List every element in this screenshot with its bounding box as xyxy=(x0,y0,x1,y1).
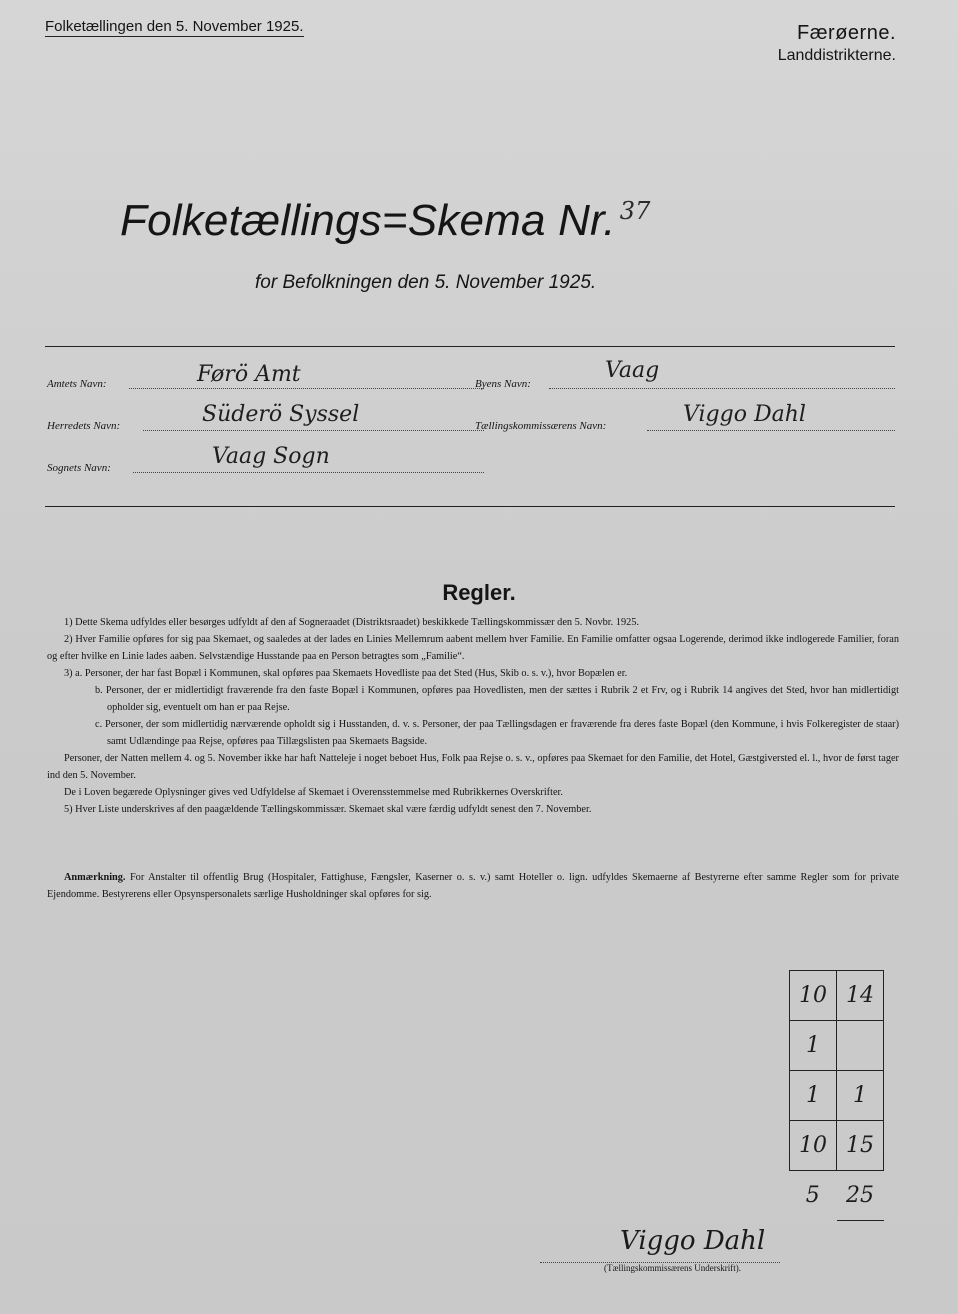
tally-cell: 10 xyxy=(790,1121,837,1171)
tally-row xyxy=(790,1171,884,1221)
tally-row xyxy=(790,971,884,1021)
tally-cell: 1 xyxy=(837,1071,884,1121)
form-title xyxy=(120,196,651,246)
tally-cell: 10 xyxy=(790,971,837,1021)
tally-row xyxy=(790,1121,884,1171)
field-herred-value: Süderö Syssel xyxy=(202,402,360,427)
signature-caption: (Tællingskommissærens Underskrift). xyxy=(604,1263,741,1273)
signature: Viggo Dahl xyxy=(620,1226,766,1256)
tally-row xyxy=(790,1071,884,1121)
rule-3b: b. Personer, der er midlertidigt fraværende fra den faste Bopæl i Kommunen, opføres paa Hovedlisten, men der sættes i Rubrik 2 et Frv, og i Rubrik 14 angives det Sted, hvor han midlertidigt opholder sig, eventuelt om han er paa Rejse. xyxy=(95,685,899,713)
tally-cell: 14 xyxy=(837,971,884,1021)
field-amt-value: Førö Amt xyxy=(197,362,301,387)
field-kommissaer-label: Tællingskommissærens Navn: xyxy=(475,420,607,432)
field-kommissaer-line xyxy=(647,430,895,431)
field-by-line xyxy=(549,388,895,389)
tally-table xyxy=(789,970,884,1221)
form-number: 37 xyxy=(619,197,651,225)
rule-3c: c. Personer, der som midlertidig nærværende opholdt sig i Husstanden, d. v. s. Personer, der paa Tællingsdagen er fraværende fra deres faste Bopæl (den Kommune, i hvis Folkeregister de staar) samt Udlændinge paa Rejse, opføres paa Tillægslisten paa Skemaets Bagside. xyxy=(95,719,899,747)
field-herred-label: Herredets Navn: xyxy=(47,420,121,432)
tally-row xyxy=(790,1021,884,1071)
census-date-header: Folketællingen den 5. November 1925. xyxy=(45,18,304,35)
field-by-label: Byens Navn: xyxy=(475,378,531,390)
rules-heading: Regler. xyxy=(442,580,516,605)
field-herred xyxy=(47,402,360,432)
tally-cell: 25 xyxy=(837,1171,884,1221)
form-subtitle: for Befolkningen den 5. November 1925. xyxy=(255,272,597,293)
region-name: Færøerne. xyxy=(797,22,896,44)
region-header xyxy=(778,22,896,65)
field-by-value: Vaag xyxy=(605,358,660,383)
field-sogn xyxy=(47,444,330,474)
rule-1: 1) Dette Skema udfyldes eller besørges udfyldt af den af Sogneraadet (Distriktsraadet) beskikkede Tællingskommissær den 5. Novbr. 1925. xyxy=(64,617,639,628)
tally-cell: 1 xyxy=(790,1021,837,1071)
field-kommissaer xyxy=(475,402,806,432)
note-text: For Anstalter til offentlig Brug (Hospitaler, Fattighuse, Fængsler, Kaserner o. s. v.) samt Hoteller o. lign. udfyldes Skemaerne af Bestyrerne efter samme Regler som for private Ejendomme. Bestyrerens eller Opsynspersonalets særlige Husholdninger skal opføres for sig. xyxy=(47,872,899,900)
rules-list xyxy=(47,614,899,818)
field-amt-label: Amtets Navn: xyxy=(47,378,107,390)
field-kommissaer-value: Viggo Dahl xyxy=(683,402,806,427)
rule-3d: Personer, der Natten mellem 4. og 5. November ikke har haft Natteleje i noget beboet Hus, Folk paa Rejse o. s. v., opføres paa Skemaet for den Familie, det Hotel, Gæstgiversted el. l., hvor de først tager ind den 5. November. xyxy=(47,753,899,781)
field-sogn-line xyxy=(133,472,484,473)
tally-cell xyxy=(837,1021,884,1071)
field-amt-line xyxy=(129,388,484,389)
district-name: Landdistrikterne. xyxy=(777,47,896,64)
field-amt xyxy=(47,362,301,390)
note-label: Anmærkning. xyxy=(64,872,126,883)
form-title-text: Folketællings=Skema Nr. xyxy=(120,196,616,245)
field-by xyxy=(475,358,660,390)
rule-2: 2) Hver Familie opføres for sig paa Skemaet, og saaledes at der lades en Linies Mellemrum aabent mellem hver Familie. En Familie omfatter ogsaa Logerende, derimod ikke indlogerede Familier, foran og efter hvilke en Linie lades aaben. Selvstændige Husstande paa en Person betragtes som „Familie“. xyxy=(47,634,899,662)
bottom-divider xyxy=(45,506,895,507)
rule-3a: 3) a. Personer, der har fast Bopæl i Kommunen, skal opføres paa Skemaets Hovedliste paa det Sted (Hus, Skib o. s. v.), hvor Bopælen er. xyxy=(64,668,628,679)
field-sogn-label: Sognets Navn: xyxy=(47,462,111,474)
top-divider xyxy=(45,346,895,347)
field-sogn-value: Vaag Sogn xyxy=(212,444,330,469)
rule-5: 5) Hver Liste underskrives af den paagældende Tællingskommissær. Skemaet skal være færdig udfyldt senest den 7. November. xyxy=(64,804,592,815)
tally-cell: 1 xyxy=(790,1071,837,1121)
note-paragraph xyxy=(47,869,899,903)
field-herred-line xyxy=(143,430,484,431)
rule-4: De i Loven begærede Oplysninger gives ved Udfyldelse af Skemaet i Overensstemmelse med Rubrikkernes Overskrifter. xyxy=(64,787,563,798)
tally-cell: 15 xyxy=(837,1121,884,1171)
tally-cell: 5 xyxy=(805,1183,820,1209)
